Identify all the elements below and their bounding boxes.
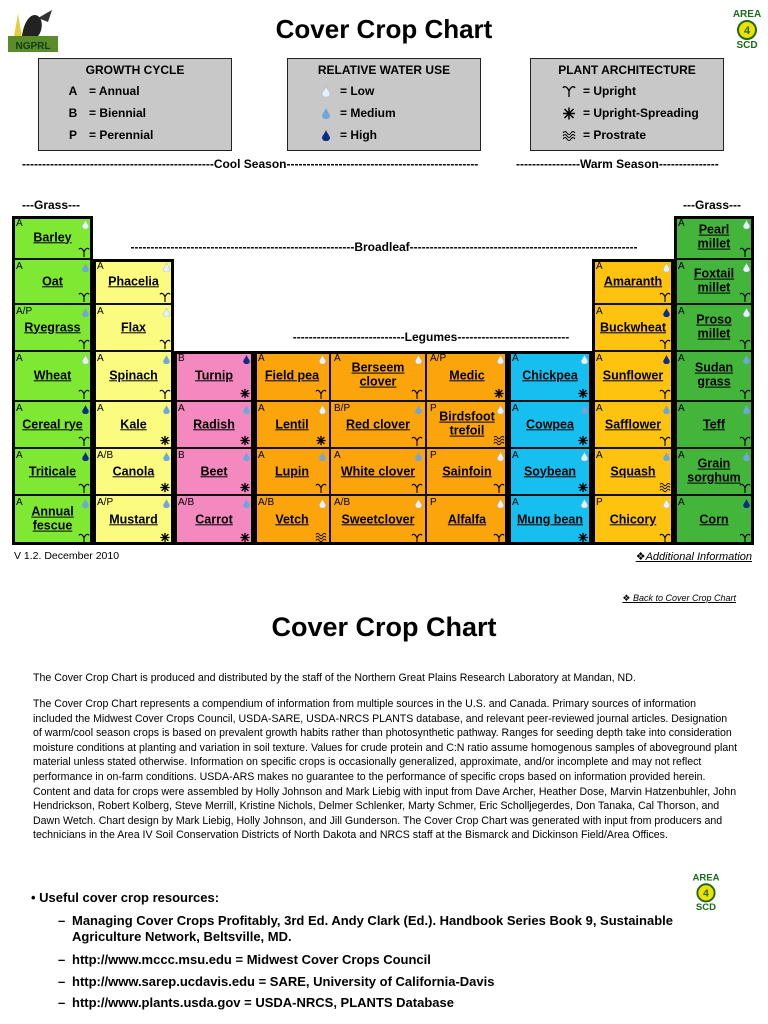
crop-name-link[interactable]: Beet xyxy=(200,463,228,478)
crop-name-link[interactable]: Birdsfoot trefoil xyxy=(439,409,495,438)
legend-item-upright xyxy=(531,81,723,101)
svg-text:NGPRL: NGPRL xyxy=(15,41,51,52)
upright-spreading-icon xyxy=(493,388,505,399)
crop-name-link[interactable]: Mung bean xyxy=(517,512,583,527)
upright-icon xyxy=(739,388,751,399)
water-drop-medium-icon xyxy=(581,405,588,414)
cool-season-label: ------------------------------------------------Cool Season------------------------------------------------ xyxy=(22,157,479,171)
water-drop-low-icon xyxy=(319,405,326,414)
water-drop-medium-icon xyxy=(82,308,89,317)
growth-cycle-code: A xyxy=(678,218,685,229)
legend-item-upright-spreading xyxy=(531,103,723,123)
crop-cell-cereal-rye[interactable] xyxy=(12,401,93,448)
crop-name-link[interactable]: Teff xyxy=(703,416,725,431)
water-drop-low-icon xyxy=(497,452,504,461)
growth-cycle-code: A xyxy=(596,261,603,272)
water-drop-low-icon xyxy=(743,220,750,229)
growth-cycle-code: A xyxy=(97,261,104,272)
growth-cycle-code: A xyxy=(512,497,519,508)
water-drop-low-icon xyxy=(163,263,170,272)
growth-cycle-code: A/B xyxy=(258,497,275,508)
area4-scd-logo xyxy=(731,4,763,50)
legend-growth-cycle xyxy=(38,58,232,151)
legend-item-perennial xyxy=(39,125,231,145)
crop-name-link[interactable]: Foxtail millet xyxy=(693,266,735,295)
broadleaf-label: --------------------------------------------------------Broadleaf--------------------------------------------------------- xyxy=(130,240,638,254)
crop-cell-triticale[interactable] xyxy=(12,448,93,495)
resource-link-plants[interactable]: http://www.plants.usda.gov = USDA-NRCS, PLANTS Database xyxy=(72,995,454,1010)
water-drop-low-icon xyxy=(743,263,750,272)
growth-cycle-code: A xyxy=(678,497,685,508)
upright-icon xyxy=(659,291,671,302)
upright-icon xyxy=(411,482,423,493)
crop-name-link[interactable]: Sunflower xyxy=(602,368,664,383)
upright-spreading-icon xyxy=(557,107,581,120)
crop-cell-canola[interactable] xyxy=(93,448,174,495)
resource-text: Managing Cover Crops Profitably, 3rd Ed. Andy Clark (Ed.). Handbook Series Book 9, Sustainable Agriculture Network, Beltsville, MD. xyxy=(72,913,674,944)
legend-title: GROWTH CYCLE xyxy=(85,63,185,77)
water-drop-medium-icon xyxy=(314,108,338,119)
crop-name-link[interactable]: Sweetclover xyxy=(341,512,415,527)
growth-cycle-code: A xyxy=(512,450,519,461)
crop-cell-grain-sorghum[interactable] xyxy=(674,448,754,495)
crop-cell-alfalfa[interactable] xyxy=(426,495,508,545)
crop-name-link[interactable]: Corn xyxy=(699,512,729,527)
legend-item-low xyxy=(288,81,480,101)
prostrate-icon xyxy=(659,482,671,493)
growth-cycle-code: B xyxy=(178,353,185,364)
legend-label: = Biennial xyxy=(89,106,147,120)
upright-icon xyxy=(315,388,327,399)
crop-name-link[interactable]: Annual fescue xyxy=(31,504,74,533)
growth-cycle-code: A xyxy=(678,403,685,414)
water-drop-low-icon xyxy=(581,499,588,508)
crop-cell-kale[interactable] xyxy=(93,401,174,448)
water-drop-low-icon xyxy=(581,452,588,461)
crop-cell-red-clover[interactable] xyxy=(330,401,426,448)
upright-icon xyxy=(159,338,171,349)
crop-name-link[interactable]: Kale xyxy=(120,416,147,431)
upright-icon xyxy=(78,388,90,399)
growth-cycle-code: A xyxy=(334,353,341,364)
back-to-chart-link[interactable]: ❖ Back to Cover Crop Chart xyxy=(622,593,736,603)
svg-text:AREA: AREA xyxy=(732,9,762,20)
upright-spreading-icon xyxy=(159,482,171,493)
water-drop-low-icon xyxy=(581,355,588,364)
growth-cycle-code: P xyxy=(430,403,437,414)
growth-cycle-code: A xyxy=(512,353,519,364)
growth-cycle-code: A xyxy=(16,353,23,364)
upright-icon xyxy=(659,388,671,399)
crop-cell-buckwheat[interactable] xyxy=(592,304,674,351)
crop-cell-amaranth[interactable] xyxy=(592,259,674,304)
water-drop-medium-icon xyxy=(243,499,250,508)
growth-cycle-code: A xyxy=(16,261,23,272)
upright-spreading-icon xyxy=(577,482,589,493)
water-drop-medium-icon xyxy=(743,405,750,414)
water-drop-medium-icon xyxy=(163,405,170,414)
water-drop-medium-icon xyxy=(743,355,750,364)
additional-information-link[interactable]: ❖Additional Information xyxy=(635,551,752,563)
crop-cell-squash[interactable] xyxy=(592,448,674,495)
growth-cycle-code: A xyxy=(596,306,603,317)
crop-name-link[interactable]: Alfalfa xyxy=(447,512,487,527)
growth-cycle-code: A xyxy=(258,403,265,414)
crop-cell-teff[interactable] xyxy=(674,401,754,448)
upright-spreading-icon xyxy=(577,435,589,446)
crop-cell-sudan-grass[interactable] xyxy=(674,351,754,401)
legend-label: = Prostrate xyxy=(583,128,647,142)
growth-cycle-code: A/B xyxy=(334,497,351,508)
water-drop-low-icon xyxy=(663,263,670,272)
legend-title: PLANT ARCHITECTURE xyxy=(558,63,696,77)
growth-cycle-code: A xyxy=(16,218,23,229)
crop-cell-beet[interactable] xyxy=(174,448,254,495)
water-drop-low-icon xyxy=(743,308,750,317)
legend-label: = Perennial xyxy=(89,128,154,142)
legend-label: = Annual xyxy=(89,84,140,98)
crop-cell-lentil[interactable] xyxy=(254,401,330,448)
list-dash: – xyxy=(58,913,66,928)
crop-cell-oat[interactable] xyxy=(12,259,93,304)
version-label: V 1.2. December 2010 xyxy=(14,550,120,562)
crop-name-link[interactable]: Spinach xyxy=(109,368,158,383)
crop-cell-phacelia[interactable] xyxy=(93,259,174,304)
crop-cell-carrot[interactable] xyxy=(174,495,254,545)
water-drop-medium-icon xyxy=(163,355,170,364)
crop-name-link[interactable]: Chicory xyxy=(609,512,657,527)
crop-name-link[interactable]: Grain sorghum xyxy=(687,456,741,485)
upright-spreading-icon xyxy=(239,435,251,446)
water-drop-low-icon xyxy=(415,499,422,508)
growth-cycle-code: A xyxy=(16,450,23,461)
area4-scd-logo-small xyxy=(690,868,722,912)
grass-cool-label: ---Grass--- xyxy=(22,198,81,212)
water-drop-medium-icon xyxy=(163,499,170,508)
upright-spreading-icon xyxy=(239,388,251,399)
upright-icon xyxy=(739,435,751,446)
upright-icon xyxy=(78,338,90,349)
legend-label: = Medium xyxy=(340,106,396,120)
water-drop-medium-icon xyxy=(743,452,750,461)
water-drop-low-icon xyxy=(82,355,89,364)
crop-name-link[interactable]: Phacelia xyxy=(108,273,159,288)
growth-cycle-code: A xyxy=(678,353,685,364)
crop-cell-white-clover[interactable] xyxy=(330,448,426,495)
water-drop-medium-icon xyxy=(319,452,326,461)
crop-name-link[interactable]: Squash xyxy=(610,463,656,478)
legend-label: = Upright-Spreading xyxy=(583,106,699,120)
crop-cell-safflower[interactable] xyxy=(592,401,674,448)
upright-icon xyxy=(739,532,751,543)
resource-item xyxy=(58,913,698,945)
crop-cell-pearl-millet[interactable] xyxy=(674,216,754,259)
growth-cycle-code: A/P xyxy=(97,497,114,508)
upright-icon xyxy=(739,482,751,493)
water-drop-low-icon xyxy=(497,499,504,508)
crop-name-link[interactable]: Pearl millet xyxy=(697,222,731,251)
resource-link-mccc[interactable]: http://www.mccc.msu.edu = Midwest Cover Crops Council xyxy=(72,952,431,967)
growth-cycle-code: A/B xyxy=(178,497,195,508)
legend-item-medium xyxy=(288,103,480,123)
crop-name-link[interactable]: White clover xyxy=(340,463,416,478)
crop-name-link[interactable]: Turnip xyxy=(195,368,233,383)
growth-cycle-code: A xyxy=(258,353,265,364)
growth-cycle-code: A xyxy=(97,306,104,317)
crop-name-link[interactable]: Sudan grass xyxy=(694,360,734,389)
crop-name-link[interactable]: Ryegrass xyxy=(24,319,81,334)
upright-icon xyxy=(739,338,751,349)
water-drop-high-icon xyxy=(314,130,338,141)
water-drop-low-icon xyxy=(314,86,338,97)
crop-name-link[interactable]: Oat xyxy=(42,273,63,288)
crop-cell-mung-bean[interactable] xyxy=(508,495,592,545)
legend-key: B xyxy=(68,106,78,120)
crop-cell-turnip[interactable] xyxy=(174,351,254,401)
upright-icon xyxy=(78,246,90,257)
legend-item-biennial xyxy=(39,103,231,123)
growth-cycle-code: P xyxy=(596,497,603,508)
legend-label: = Low xyxy=(340,84,375,98)
crop-name-link[interactable]: Mustard xyxy=(109,512,158,527)
growth-cycle-code: A xyxy=(334,450,341,461)
crop-name-link[interactable]: Chickpea xyxy=(522,368,578,383)
growth-cycle-code: A xyxy=(596,403,603,414)
crop-name-link[interactable]: Red clover xyxy=(346,416,410,431)
water-drop-low-icon xyxy=(319,499,326,508)
crop-name-link[interactable]: Barley xyxy=(33,229,72,244)
growth-cycle-code: A xyxy=(596,450,603,461)
growth-cycle-code: P xyxy=(430,497,437,508)
crop-cell-annual-fescue[interactable] xyxy=(12,495,93,545)
crop-cell-berseem-clover[interactable] xyxy=(330,351,426,401)
resource-item xyxy=(58,952,698,968)
upright-icon xyxy=(411,532,423,543)
upright-icon xyxy=(659,435,671,446)
upright-spreading-icon xyxy=(159,532,171,543)
intro-paragraph: The Cover Crop Chart is produced and distributed by the staff of the Northern Great Plains Research Laboratory at Mandan, ND. xyxy=(33,672,636,684)
svg-text:4: 4 xyxy=(743,25,751,37)
growth-cycle-code: A xyxy=(258,450,265,461)
crop-name-link[interactable]: Amaranth xyxy=(603,273,663,288)
legend-plant-architecture xyxy=(530,58,724,151)
crop-name-link[interactable]: Triticale xyxy=(28,463,77,478)
crop-name-link[interactable]: Cereal rye xyxy=(22,416,83,431)
upright-icon xyxy=(493,482,505,493)
upright-icon xyxy=(739,246,751,257)
growth-cycle-code: P xyxy=(430,450,437,461)
water-drop-medium-icon xyxy=(415,452,422,461)
crop-name-link[interactable]: Berseem clover xyxy=(351,360,405,389)
water-drop-medium-icon xyxy=(82,499,89,508)
crop-cell-sweetclover[interactable] xyxy=(330,495,426,545)
page-title: Cover Crop Chart xyxy=(275,14,493,44)
svg-text:4: 4 xyxy=(703,887,709,900)
crop-name-link[interactable]: Canola xyxy=(112,463,155,478)
crop-cell-sainfoin[interactable] xyxy=(426,448,508,495)
upright-icon xyxy=(411,435,423,446)
water-drop-low-icon xyxy=(497,405,504,414)
water-drop-high-icon xyxy=(243,355,250,364)
water-drop-medium-icon xyxy=(82,263,89,272)
crop-cell-proso-millet[interactable] xyxy=(674,304,754,351)
legend-item-prostrate xyxy=(531,125,723,145)
crop-cell-flax[interactable] xyxy=(93,304,174,351)
legend-key: A xyxy=(68,84,78,98)
crop-name-link[interactable]: Field pea xyxy=(264,368,320,383)
water-drop-high-icon xyxy=(82,452,89,461)
crop-cell-wheat[interactable] xyxy=(12,351,93,401)
prostrate-icon xyxy=(557,130,581,141)
svg-text:SCD: SCD xyxy=(695,902,717,912)
crop-name-link[interactable]: Wheat xyxy=(33,368,72,383)
crop-cell-sunflower[interactable] xyxy=(592,351,674,401)
growth-cycle-code: A xyxy=(16,497,23,508)
crop-cell-corn[interactable] xyxy=(674,495,754,545)
water-drop-medium-icon xyxy=(243,452,250,461)
water-drop-medium-icon xyxy=(163,452,170,461)
crop-cell-cowpea[interactable] xyxy=(508,401,592,448)
crop-name-link[interactable]: Soybean xyxy=(523,463,577,478)
water-drop-high-icon xyxy=(663,308,670,317)
crop-cell-birdsfoot-trefoil[interactable] xyxy=(426,401,508,448)
growth-cycle-code: A xyxy=(678,450,685,461)
list-dash: – xyxy=(58,952,66,967)
upright-icon xyxy=(557,84,581,97)
warm-season-label: ----------------Warm Season--------------- xyxy=(516,157,719,171)
legend-label: = Upright xyxy=(583,84,636,98)
crop-cell-ryegrass[interactable] xyxy=(12,304,93,351)
resources-heading: • Useful cover crop resources: xyxy=(31,890,220,905)
upright-spreading-icon xyxy=(159,435,171,446)
upright-spreading-icon xyxy=(239,532,251,543)
crop-cell-medic[interactable] xyxy=(426,351,508,401)
crop-cell-mustard[interactable] xyxy=(93,495,174,545)
svg-text:AREA: AREA xyxy=(692,872,720,884)
crop-cell-soybean[interactable] xyxy=(508,448,592,495)
crop-cell-chickpea[interactable] xyxy=(508,351,592,401)
growth-cycle-code: A xyxy=(178,403,185,414)
crop-name-link[interactable]: Lupin xyxy=(274,463,309,478)
svg-text:SCD: SCD xyxy=(736,40,758,50)
water-drop-medium-icon xyxy=(415,405,422,414)
page2-title: Cover Crop Chart xyxy=(271,612,497,642)
water-drop-medium-icon xyxy=(663,452,670,461)
legend-title: RELATIVE WATER USE xyxy=(317,63,451,77)
crop-name-link[interactable]: Flax xyxy=(120,319,146,334)
crop-name-link[interactable]: Medic xyxy=(449,368,485,383)
list-dash: – xyxy=(58,995,66,1010)
water-drop-low-icon xyxy=(319,355,326,364)
crop-name-link[interactable]: Buckwheat xyxy=(600,319,666,334)
crop-name-link[interactable]: Cowpea xyxy=(526,416,574,431)
resource-link-sare[interactable]: http://www.sarep.ucdavis.edu = SARE, University of California-Davis xyxy=(72,974,495,989)
crop-name-link[interactable]: Proso millet xyxy=(696,312,732,341)
prostrate-icon xyxy=(315,532,327,543)
upright-spreading-icon xyxy=(239,482,251,493)
crop-name-link[interactable]: Vetch xyxy=(275,512,309,527)
growth-cycle-code: B/P xyxy=(334,403,351,414)
prostrate-icon xyxy=(493,435,505,446)
crop-name-link[interactable]: Sainfoin xyxy=(442,463,492,478)
crop-cell-vetch[interactable] xyxy=(254,495,330,545)
crop-name-link[interactable]: Safflower xyxy=(604,416,662,431)
growth-cycle-code: B xyxy=(178,450,185,461)
growth-cycle-code: A xyxy=(97,403,104,414)
legend-water-use xyxy=(287,58,481,151)
upright-icon xyxy=(493,532,505,543)
growth-cycle-code: A/P xyxy=(430,353,447,364)
water-drop-high-icon xyxy=(743,499,750,508)
upright-icon xyxy=(78,435,90,446)
water-drop-high-icon xyxy=(82,405,89,414)
crop-name-link[interactable]: Lentil xyxy=(275,416,309,431)
upright-icon xyxy=(315,482,327,493)
upright-icon xyxy=(659,338,671,349)
crop-cell-spinach[interactable] xyxy=(93,351,174,401)
crop-name-link[interactable]: Carrot xyxy=(195,512,233,527)
legumes-label: ----------------------------Legumes---------------------------- xyxy=(292,330,570,344)
growth-cycle-code: A xyxy=(596,353,603,364)
water-drop-medium-icon xyxy=(663,405,670,414)
crop-name-link[interactable]: Radish xyxy=(193,416,235,431)
upright-icon xyxy=(159,291,171,302)
upright-icon xyxy=(411,388,423,399)
growth-cycle-code: A/P xyxy=(16,306,33,317)
crop-cell-chicory[interactable] xyxy=(592,495,674,545)
upright-icon xyxy=(739,291,751,302)
water-drop-low-icon xyxy=(663,499,670,508)
crop-cell-radish[interactable] xyxy=(174,401,254,448)
growth-cycle-code: A xyxy=(678,306,685,317)
description-paragraph: The Cover Crop Chart represents a compendium of information from multiple sources in the U.S. and Canada. Primary sources of information included the Midwest Cover Crops Council, USDA-SARE, USDA-NRCS PLANTS database, and relevant peer-reviewed journal articles. Designation of warm/cool season crops is based on prevalent growth habits rather than photosynthetic pathway. Ranges for seeding depth take into consideration moisture conditions at planting and variation in soil texture. Values for crude protein and C:N ratio assume homogenous samples of aboveground plant material unless stated otherwise. Information on specific crops is occasionally generalized, approximate, and/or incomplete and may not reflect performance in on-farm conditions. USDA-ARS makes no guarantee to the performance of specific crops based on information provided herein. Content and data for crops were assembled by Holly Johnson and Mark Liebig with input from Dave Archer, Heather Dose, Marvin Hatzenbuhler, John Hendrickson, Robert Kolberg, Steve Merrill, Kristine Nichols, Delmer Schlenker, Marty Schmer, Eric Scholljegerdes, Don Tanaka, Cal Thorson, and Dawn Wetch. Chart design by Mark Liebig, Holly Johnson, and Jill Gunderson. The Cover Crop Chart was generated with input from producers and technicians in the Area IV Soil Conservation Districts of North Dakota and NRCS staff at the Bismarck and Dickinson Field/Area Offices. xyxy=(33,698,738,842)
growth-cycle-code: A xyxy=(512,403,519,414)
legend-key: P xyxy=(68,128,77,142)
upright-icon xyxy=(78,482,90,493)
crop-cell-barley[interactable] xyxy=(12,216,93,259)
list-dash: – xyxy=(58,974,66,989)
grass-warm-label: ---Grass--- xyxy=(683,198,742,212)
water-drop-high-icon xyxy=(663,355,670,364)
water-drop-low-icon xyxy=(163,308,170,317)
crop-cell-field-pea[interactable] xyxy=(254,351,330,401)
growth-cycle-code: A xyxy=(16,403,23,414)
crop-cell-foxtail-millet[interactable] xyxy=(674,259,754,304)
upright-icon xyxy=(659,532,671,543)
upright-icon xyxy=(78,532,90,543)
legend-item-annual xyxy=(39,81,231,101)
growth-cycle-code: A xyxy=(97,353,104,364)
upright-spreading-icon xyxy=(577,532,589,543)
legend-item-high xyxy=(288,125,480,145)
upright-spreading-icon xyxy=(577,388,589,399)
upright-spreading-icon xyxy=(315,435,327,446)
water-drop-medium-icon xyxy=(243,405,250,414)
legend-label: = High xyxy=(340,128,378,142)
water-drop-low-icon xyxy=(82,220,89,229)
growth-cycle-code: A/B xyxy=(97,450,114,461)
water-drop-low-icon xyxy=(497,355,504,364)
resource-item xyxy=(58,974,698,990)
growth-cycle-code: A xyxy=(678,261,685,272)
resource-item xyxy=(58,995,698,1011)
water-drop-low-icon xyxy=(415,355,422,364)
crop-cell-lupin[interactable] xyxy=(254,448,330,495)
upright-icon xyxy=(78,291,90,302)
upright-icon xyxy=(159,388,171,399)
